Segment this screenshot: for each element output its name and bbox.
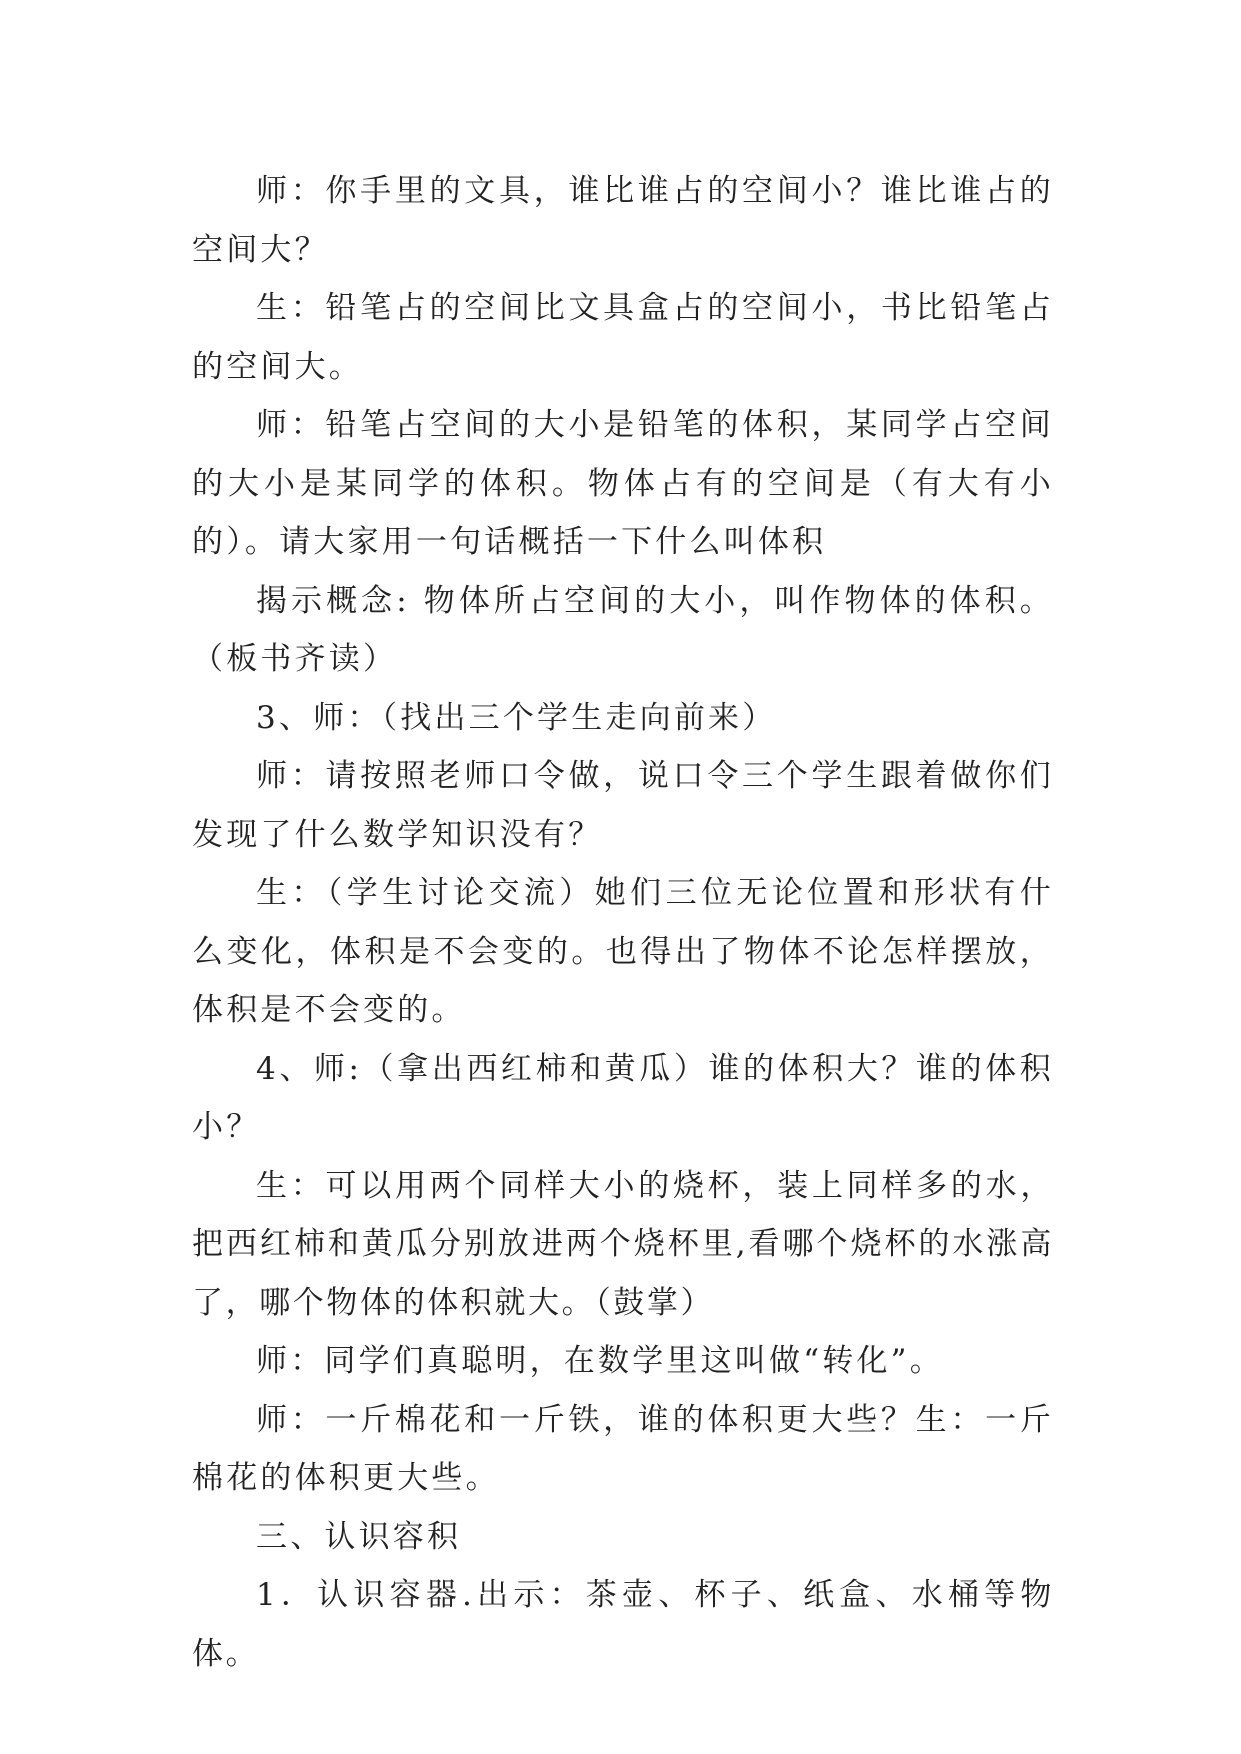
section-heading-capacity: 三、认识容积 [256, 1518, 462, 1555]
paragraph-volume-concept: 揭示概念: 物体所占空间的大小，叫作物体的体积。（板书齐读） [192, 582, 1054, 677]
paragraph-teacher-command: 师：请按照老师口令做，说口令三个学生跟着做你们发现了什么数学知识没有？ [192, 758, 1054, 853]
paragraph-teacher-question-space: 师：你手里的文具，谁比谁占的空间小？谁比谁占的空间大？ [192, 173, 1054, 268]
paragraph-step-four: 4、师:（拿出西红柿和黄瓜）谁的体积大？谁的体积小？ [192, 1050, 1054, 1145]
paragraph-beaker-method: 生：可以用两个同样大小的烧杯，装上同样多的水，把西红柿和黄瓜分别放进两个烧杯里,看哪个烧杯的水涨高了，哪个物体的体积就大。（鼓掌） [192, 1167, 1054, 1321]
paragraph-teacher-volume-explanation: 师：铅笔占空间的大小是铅笔的体积，某同学占空间的大小是某同学的体积。物体占有的空间是（有大有小的）。请大家用一句话概括一下什么叫体积 [192, 407, 1054, 560]
paragraph-student-answer-space: 生：铅笔占的空间比文具盒占的空间小，书比铅笔占的空间大。 [192, 290, 1054, 385]
paragraph-cotton-iron: 师：一斤棉花和一斤铁，谁的体积更大些？生：一斤棉花的体积更大些。 [192, 1401, 1054, 1496]
paragraph-step-three: 3、师：（找出三个学生走向前来） [256, 699, 777, 736]
paragraph-student-discussion: 生：（学生讨论交流）她们三位无论位置和形状有什么变化，体积是不会变的。也得出了物体不论怎样摆放，体积是不会变的。 [192, 875, 1054, 1028]
document-body [192, 162, 1054, 1683]
paragraph-containers: 1．认识容器.出示：茶壶、杯子、纸盒、水桶等物体。 [192, 1577, 1054, 1672]
paragraph-transformation: 师：同学们真聪明，在数学里这叫做“转化”。 [256, 1343, 944, 1379]
